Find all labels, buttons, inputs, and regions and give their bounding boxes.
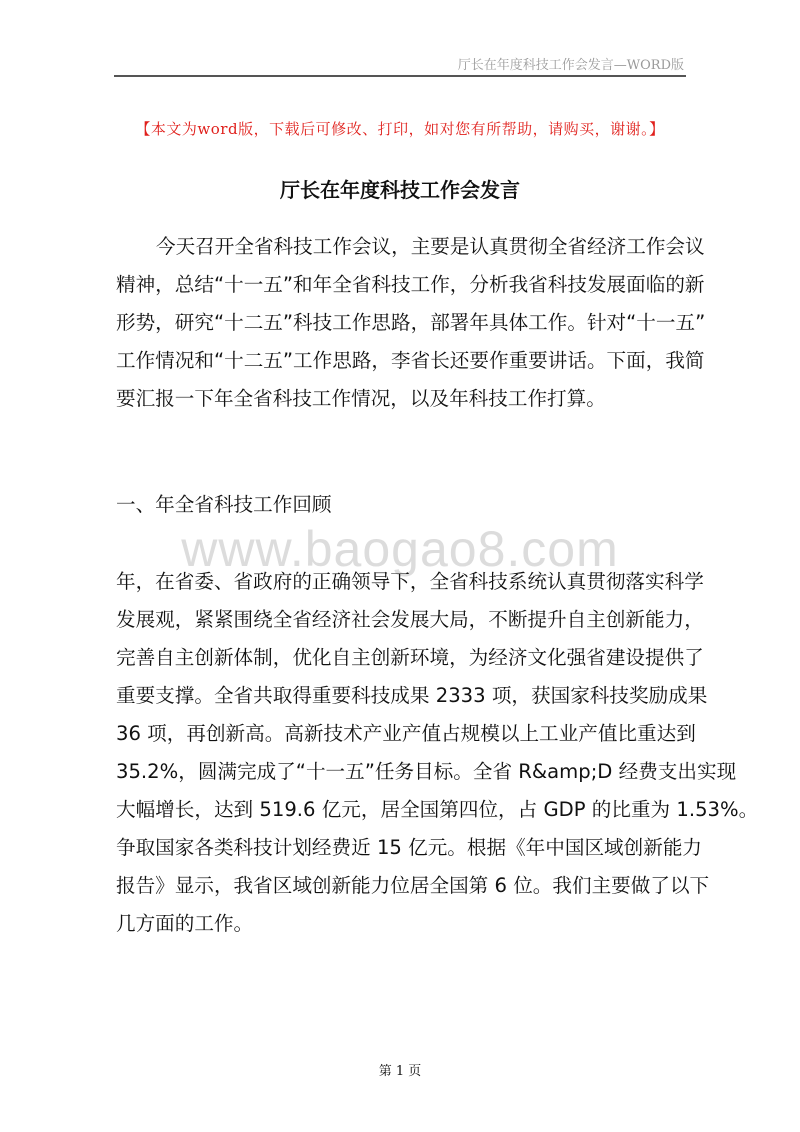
paragraph-line: 要汇报一下年全省科技工作情况，以及年科技工作打算。	[116, 387, 606, 410]
running-header: 厅长在年度科技工作会发言—WORD版	[457, 58, 684, 73]
paragraph-line: 今天召开全省科技工作会议，主要是认真贯彻全省经济工作会议	[156, 235, 705, 258]
download-notice: 【本文为word版，下载后可修改、打印，如对您有所帮助，请购买，谢谢。】	[135, 120, 665, 138]
paragraph-line: 精神，总结“十一五”和年全省科技工作，分析我省科技发展面临的新	[116, 273, 705, 296]
paragraph-line: 36 项，再创新高。高新技术产业产值占规模以上工业产值比重达到	[116, 722, 696, 745]
paragraph-line: 争取国家各类科技计划经费近 15 亿元。根据《年中国区域创新能力	[116, 836, 703, 859]
paragraph-line: 工作情况和“十二五”工作思路，李省长还要作重要讲话。下面，我简	[116, 349, 705, 372]
paragraph-line: 几方面的工作。	[116, 912, 254, 935]
page-number: 第 1 页	[378, 1064, 422, 1079]
review-paragraph	[116, 563, 759, 943]
paragraph-line: 完善自主创新体制，优化自主创新环境，为经济文化强省建设提供了	[116, 646, 704, 669]
paragraph-line: 年，在省委、省政府的正确领导下，全省科技系统认真贯彻落实科学	[116, 570, 704, 593]
document-title: 厅长在年度科技工作会发言	[280, 178, 520, 202]
watermark: www.baogao8.com	[181, 521, 619, 577]
intro-paragraph	[116, 228, 706, 418]
paragraph-line: 重要支撑。全省共取得重要科技成果 2333 项，获国家科技奖励成果	[116, 684, 708, 707]
paragraph-line: 报告》显示，我省区域创新能力位居全国第 6 位。我们主要做了以下	[116, 874, 710, 897]
paragraph-line: 形势，研究“十二五”科技工作思路，部署年具体工作。针对“十一五”	[116, 311, 706, 334]
paragraph-line: 发展观，紧紧围绕全省经济社会发展大局，不断提升自主创新能力，	[116, 608, 704, 631]
paragraph-line: 35.2%，圆满完成了“十一五”任务目标。全省 R&amp;D 经费支出实现	[116, 760, 737, 783]
paragraph-line: 大幅增长，达到 519.6 亿元，居全国第四位，占 GDP 的比重为 1.53%。	[116, 798, 759, 821]
section-heading: 一、年全省科技工作回顾	[116, 493, 332, 516]
header-divider	[114, 75, 686, 77]
